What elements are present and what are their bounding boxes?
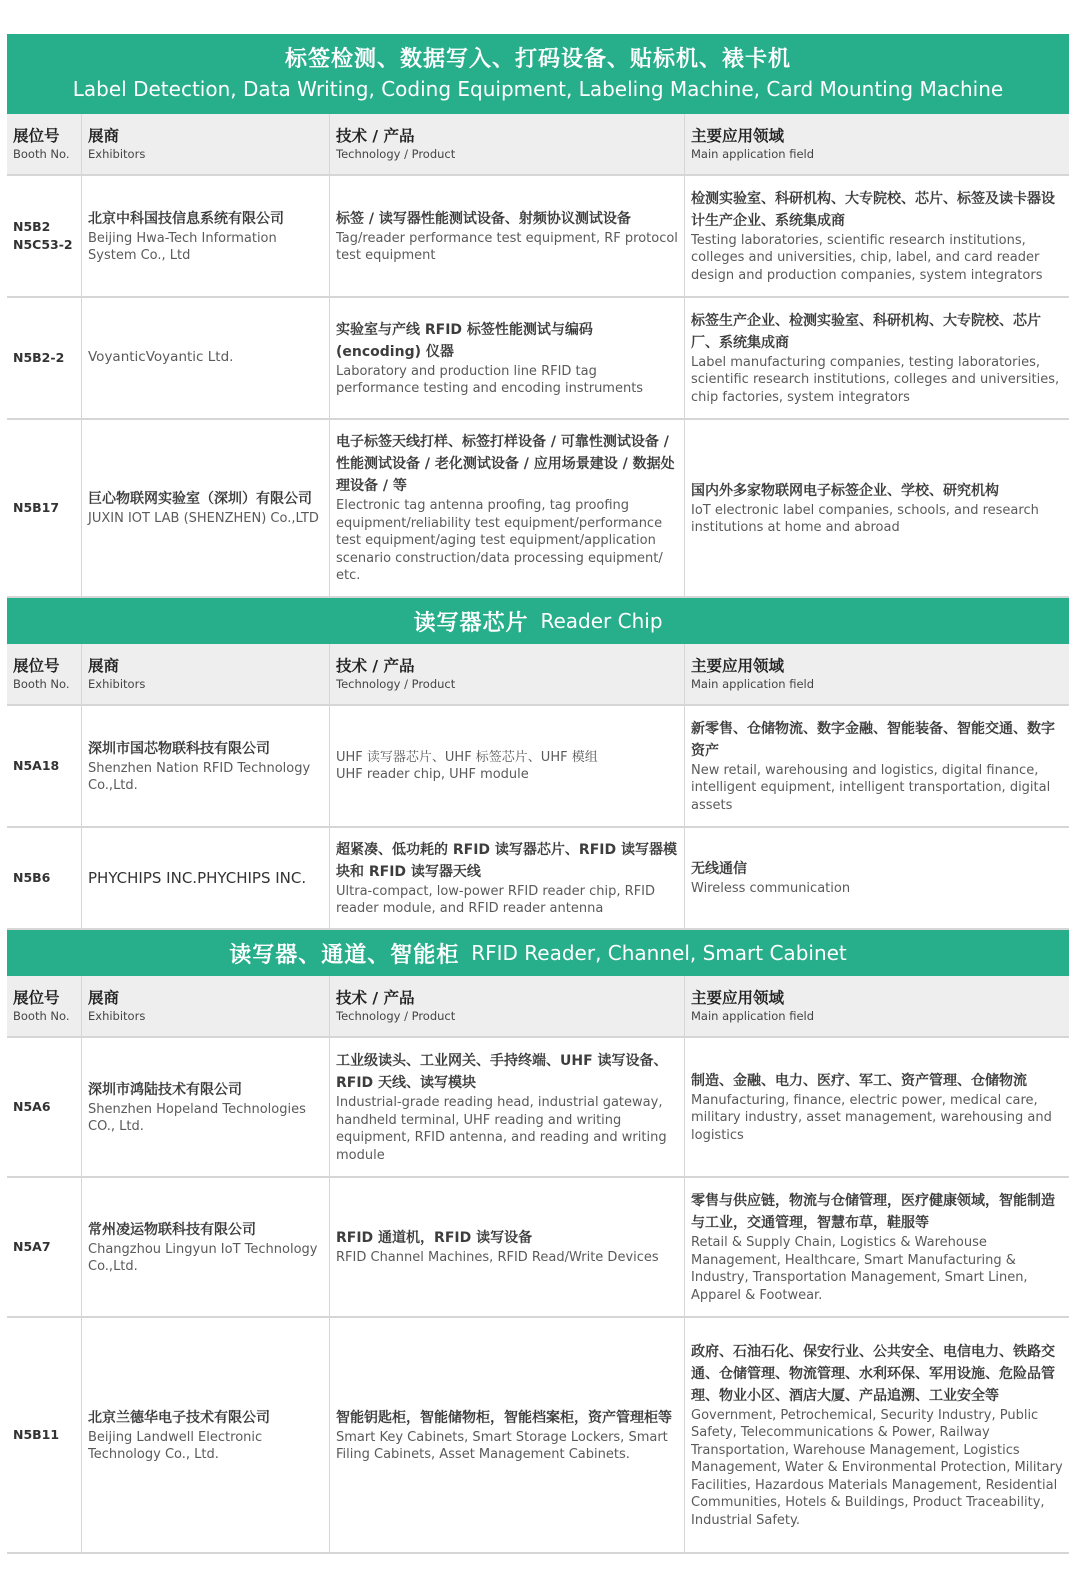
section-title-zh: 读写器芯片 bbox=[413, 610, 529, 636]
table-row bbox=[7, 1038, 1069, 1178]
exhibitor-name-en: JUXIN IOT LAB (SHENZHEN) Co.,LTD bbox=[88, 511, 319, 527]
exhibitor-table bbox=[7, 114, 1069, 598]
tech-zh: 实验室与产线 RFID 标签性能测试与编码 (encoding) 仪器 bbox=[336, 321, 593, 360]
header-tech-zh: 技术 / 产品 bbox=[336, 989, 415, 1007]
application-zh: 新零售、仓储物流、数字金融、智能装备、智能交通、数字资产 bbox=[691, 720, 1055, 759]
tech-en: Electronic tag antenna proofing, tag proofing equipment/reliability test equipment/performance test equipment/aging test equipment/application scenario construction/data processing equipment/ etc. bbox=[336, 498, 663, 584]
header-app-en: Main application field bbox=[691, 147, 815, 161]
application-en: New retail, warehousing and logistics, digital finance, intelligent equipment, intelligent transportation, digital assets bbox=[691, 762, 1051, 813]
booth-number: N5B2-2 bbox=[13, 350, 65, 365]
tech-zh: 电子标签天线打样、标签打样设备 / 可靠性测试设备 / 性能测试设备 / 老化测试设备 / 应用场景建设 / 数据处理设备 / 等 bbox=[336, 434, 675, 495]
section-title-en: Reader Chip bbox=[540, 609, 663, 633]
exhibitor-name-en: VoyanticVoyantic Ltd. bbox=[88, 349, 234, 366]
header-exhibitor-zh: 展商 bbox=[88, 989, 120, 1007]
header-tech bbox=[329, 976, 684, 1036]
header-app-zh: 主要应用领域 bbox=[691, 127, 785, 145]
exhibitor-name-en: Beijing Landwell Electronic Technology Co., Ltd. bbox=[88, 1429, 263, 1462]
table-row bbox=[7, 1178, 1069, 1318]
application-zh: 政府、石油石化、保安行业、公共安全、电信电力、铁路交通、仓储管理、物流管理、水利环保、军用设施、危险品管理、物业小区、酒店大厦、产品追溯、工业安全等 bbox=[691, 1343, 1055, 1404]
exhibitor-name-en: Shenzhen Nation RFID Technology Co.,Ltd. bbox=[88, 760, 311, 793]
header-exhibitor bbox=[81, 114, 329, 174]
header-app-zh: 主要应用领域 bbox=[691, 989, 785, 1007]
table-header-row bbox=[7, 644, 1069, 706]
exhibitor-name-en: Changzhou Lingyun IoT Technology Co.,Ltd. bbox=[88, 1241, 318, 1274]
header-exhibitor-zh: 展商 bbox=[88, 127, 120, 145]
header-tech-en: Technology / Product bbox=[336, 1009, 456, 1023]
exhibitor-name-en: Shenzhen Hopeland Technologies CO., Ltd. bbox=[88, 1101, 306, 1134]
booth-number: N5A18 bbox=[13, 758, 60, 773]
section-title-zh: 读写器、通道、智能柜 bbox=[229, 942, 460, 968]
header-tech-zh: 技术 / 产品 bbox=[336, 127, 415, 145]
exhibitor-directory bbox=[7, 34, 1069, 1554]
header-tech-zh: 技术 / 产品 bbox=[336, 657, 415, 675]
tech-zh: 工业级读头、工业网关、手持终端、UHF 读写设备、RFID 天线、读写模块 bbox=[336, 1053, 668, 1091]
table-row bbox=[7, 1318, 1069, 1554]
table-row bbox=[7, 176, 1069, 298]
exhibitor-name-zh: 常州凌运物联科技有限公司 bbox=[88, 1221, 256, 1238]
application-en: Wireless communication bbox=[691, 881, 851, 897]
section-title-zh: 标签检测、数据写入、打码设备、贴标机、裱卡机 bbox=[284, 47, 791, 72]
section-title-en: RFID Reader, Channel, Smart Cabinet bbox=[471, 941, 847, 965]
tech-zh: RFID 通道机，RFID 读写设备 bbox=[336, 1230, 533, 1247]
header-app bbox=[684, 114, 1069, 174]
section-title-en: Label Detection, Data Writing, Coding Equipment, Labeling Machine, Card Mounting Machine bbox=[72, 77, 1004, 101]
application-en: Retail & Supply Chain, Logistics & Warehouse Management, Healthcare, Smart Manufacturing & Industry, Transportation Management, Smart Linen, Apparel & Footwear. bbox=[691, 1235, 1028, 1303]
exhibitor-name-zh: 巨心物联网实验室（深圳）有限公司 bbox=[88, 491, 312, 508]
header-tech-en: Technology / Product bbox=[336, 147, 456, 161]
header-app-en: Main application field bbox=[691, 677, 815, 691]
table-row bbox=[7, 298, 1069, 420]
table-header-row bbox=[7, 114, 1069, 176]
header-booth-zh: 展位号 bbox=[13, 127, 60, 145]
exhibitor-table bbox=[7, 644, 1069, 930]
tech-en: Smart Key Cabinets, Smart Storage Lockers, Smart Filing Cabinets, Asset Management Cabinets. bbox=[336, 1429, 668, 1462]
application-zh: 无线通信 bbox=[691, 861, 747, 878]
table-header-row bbox=[7, 976, 1069, 1038]
booth-number: N5A7 bbox=[13, 1239, 51, 1254]
tech-en: RFID Channel Machines, RFID Read/Write Devices bbox=[336, 1250, 659, 1266]
exhibitor-name-zh: 北京中科国技信息系统有限公司 bbox=[88, 210, 284, 227]
application-en: IoT electronic label companies, schools, and research institutions at home and abroad bbox=[691, 502, 1039, 535]
tech-en: Ultra-compact, low-power RFID reader chip, RFID reader module, and RFID reader antenna bbox=[336, 883, 656, 916]
header-tech bbox=[329, 114, 684, 174]
header-booth-zh: 展位号 bbox=[13, 989, 60, 1007]
application-zh: 零售与供应链，物流与仓储管理，医疗健康领域，智能制造与工业，交通管理，智慧布草，鞋服等 bbox=[691, 1193, 1055, 1231]
header-exhibitor-en: Exhibitors bbox=[88, 147, 146, 161]
booth-number: N5B6 bbox=[13, 870, 51, 885]
header-tech bbox=[329, 644, 684, 704]
application-en: Label manufacturing companies, testing laboratories, scientific research institutions, colleges and universities, chip factories, system integrators bbox=[691, 354, 1060, 405]
tech-en: UHF 读写器芯片、UHF 标签芯片、UHF 模组 UHF reader chip, UHF module bbox=[336, 749, 598, 782]
header-app bbox=[684, 976, 1069, 1036]
tech-zh: 标签 / 读写器性能测试设备、射频协议测试设备 bbox=[336, 210, 631, 227]
header-exhibitor-en: Exhibitors bbox=[88, 677, 146, 691]
application-zh: 标签生产企业、检测实验室、科研机构、大专院校、芯片厂、系统集成商 bbox=[691, 312, 1041, 351]
header-tech-en: Technology / Product bbox=[336, 677, 456, 691]
application-en: Manufacturing, finance, electric power, medical care, military industry, asset management, warehousing and logistics bbox=[691, 1092, 1052, 1143]
booth-number: N5B2 N5C53-2 bbox=[13, 219, 73, 252]
exhibitor-table bbox=[7, 976, 1069, 1554]
application-en: Government, Petrochemical, Security Industry, Public Safety, Telecommunications & Power, Railway Transportation, Warehouse Management, Logistics Management, Water & Environmental Protection, Military Facilities, Hazardous Materials Management, Residential Communities, Hotels & Buildings, Product Traceability, Industrial Safety. bbox=[691, 1407, 1063, 1528]
header-app bbox=[684, 644, 1069, 704]
exhibitor-name-zh: 深圳市鸿陆技术有限公司 bbox=[88, 1081, 242, 1098]
header-app-en: Main application field bbox=[691, 1009, 815, 1023]
exhibitor-name-en: PHYCHIPS INC.PHYCHIPS INC. bbox=[88, 869, 307, 887]
booth-number: N5A6 bbox=[13, 1099, 51, 1114]
header-app-zh: 主要应用领域 bbox=[691, 657, 785, 675]
header-exhibitor bbox=[81, 976, 329, 1036]
tech-en: Tag/reader performance test equipment, RF protocol test equipment bbox=[336, 230, 678, 263]
exhibitor-name-en: Beijing Hwa-Tech Information System Co., Ltd bbox=[88, 230, 277, 263]
header-booth bbox=[7, 114, 81, 174]
header-booth-zh: 展位号 bbox=[13, 657, 60, 675]
application-en: Testing laboratories, scientific research institutions, colleges and universities, chip, label, and card reader design and production companies, system integrators bbox=[691, 232, 1043, 283]
application-zh: 制造、金融、电力、医疗、军工、资产管理、仓储物流 bbox=[691, 1072, 1027, 1089]
header-booth bbox=[7, 976, 81, 1036]
tech-zh: 智能钥匙柜，智能储物柜，智能档案柜，资产管理柜等 bbox=[336, 1409, 672, 1426]
application-zh: 国内外多家物联网电子标签企业、学校、研究机构 bbox=[691, 482, 999, 499]
header-booth-en: Booth No. bbox=[13, 1009, 70, 1023]
header-exhibitor-zh: 展商 bbox=[88, 657, 120, 675]
exhibitor-name-zh: 深圳市国芯物联科技有限公司 bbox=[88, 740, 270, 757]
tech-en: Laboratory and production line RFID tag performance testing and encoding instruments bbox=[336, 363, 644, 396]
section-banner bbox=[7, 930, 1069, 976]
application-zh: 检测实验室、科研机构、大专院校、芯片、标签及读卡器设计生产企业、系统集成商 bbox=[691, 190, 1055, 229]
header-booth-en: Booth No. bbox=[13, 677, 70, 691]
header-booth bbox=[7, 644, 81, 704]
booth-number: N5B11 bbox=[13, 1427, 60, 1442]
header-exhibitor-en: Exhibitors bbox=[88, 1009, 146, 1023]
tech-zh: 超紧凑、低功耗的 RFID 读写器芯片、RFID 读写器模块和 RFID 读写器天线 bbox=[336, 841, 677, 880]
header-exhibitor bbox=[81, 644, 329, 704]
table-row bbox=[7, 420, 1069, 598]
table-row bbox=[7, 828, 1069, 930]
tech-en: Industrial-grade reading head, industrial gateway, handheld terminal, UHF reading and writing equipment, RFID antenna, and reading and writing module bbox=[336, 1095, 667, 1163]
table-row bbox=[7, 706, 1069, 828]
section-banner bbox=[7, 598, 1069, 644]
section-banner bbox=[7, 34, 1069, 114]
header-booth-en: Booth No. bbox=[13, 147, 70, 161]
booth-number: N5B17 bbox=[13, 500, 60, 515]
exhibitor-name-zh: 北京兰德华电子技术有限公司 bbox=[88, 1409, 270, 1426]
